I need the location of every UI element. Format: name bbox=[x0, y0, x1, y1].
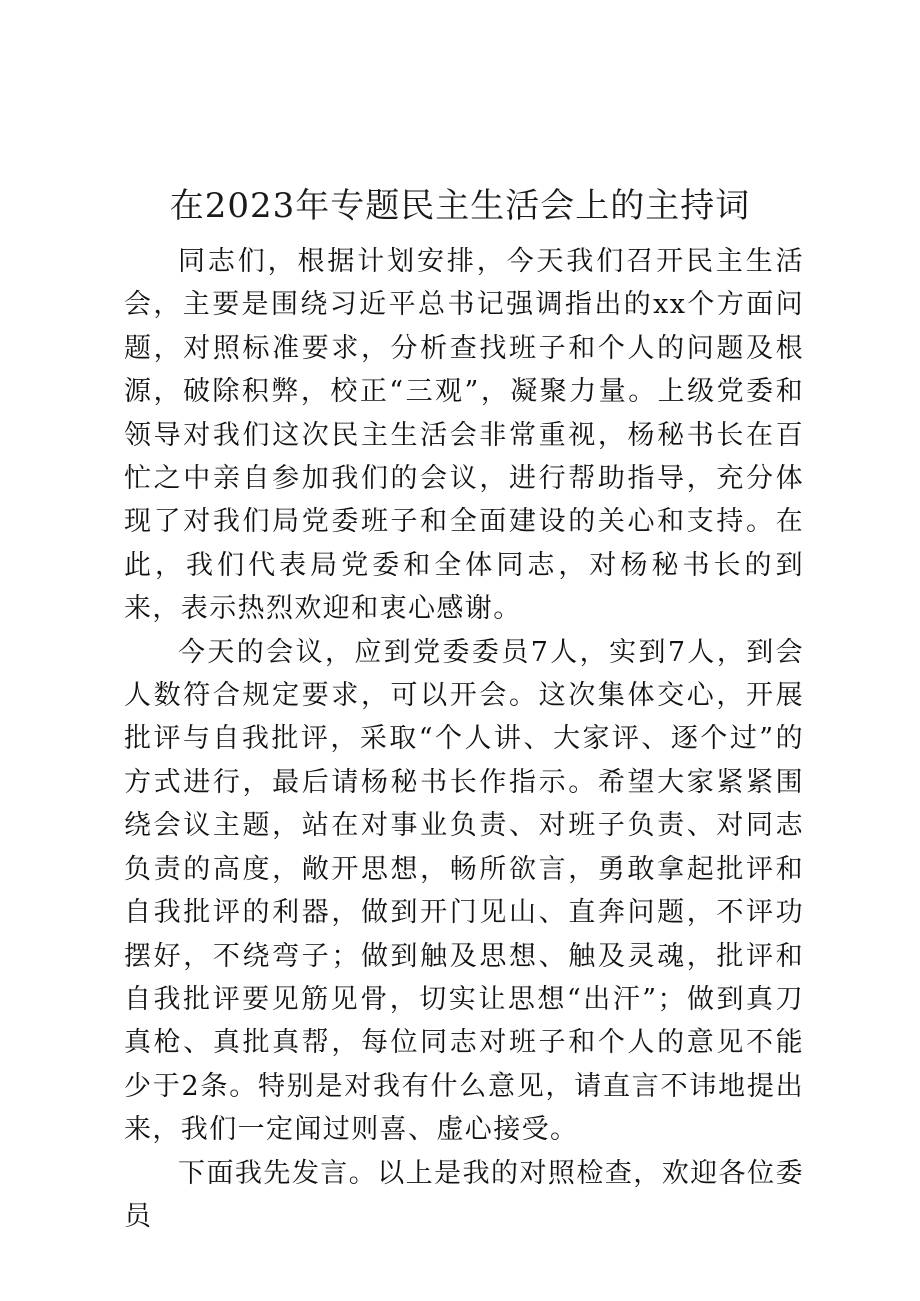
document-title: 在2023年专题民主生活会上的主持词 bbox=[169, 186, 751, 226]
paragraph-meeting-rules: 今天的会议，应到党委委员7人，实到7人，到会人数符合规定要求，可以开会。这次集体交心，开展批评与自我批评，采取“个人讲、大家评、逐个过”的方式进行，最后请杨秘书长作指示。希望大家紧紧围绕会议主题，站在对事业负责、对班子负责、对同志负责的高度，敞开思想，畅所欲言，勇敢拿起批评和自我批评的利器，做到开门见山、直奔问题，不评功摆好，不绕弯子；做到触及思想、触及灵魂，批评和自我批评要见筋见骨，切实让思想“出汗”；做到真刀真枪、真批真帮，每位同志对班子和个人的意见不能少于2条。特别是对我有什么意见，请直言不讳地提出来，我们一定闻过则喜、虚心接受。 bbox=[124, 636, 804, 1146]
paragraph-self-review: 下面我先发言。以上是我的对照检查，欢迎各位委员 bbox=[124, 1157, 804, 1232]
document-body bbox=[124, 240, 804, 1238]
paragraph-opening: 同志们，根据计划安排，今天我们召开民主生活会，主要是围绕习近平总书记强调指出的xx个方面问题，对照标准要求，分析查找班子和个人的问题及根源，破除积弊，校正“三观”，凝聚力量。上级党委和领导对我们这次民主生活会非常重视，杨秘书长在百忙之中亲自参加我们的会议，进行帮助指导，充分体现了对我们局党委班子和全面建设的关心和支持。在此，我们代表局党委和全体同志，对杨秘书长的到来，表示热烈欢迎和衷心感谢。 bbox=[124, 246, 804, 625]
